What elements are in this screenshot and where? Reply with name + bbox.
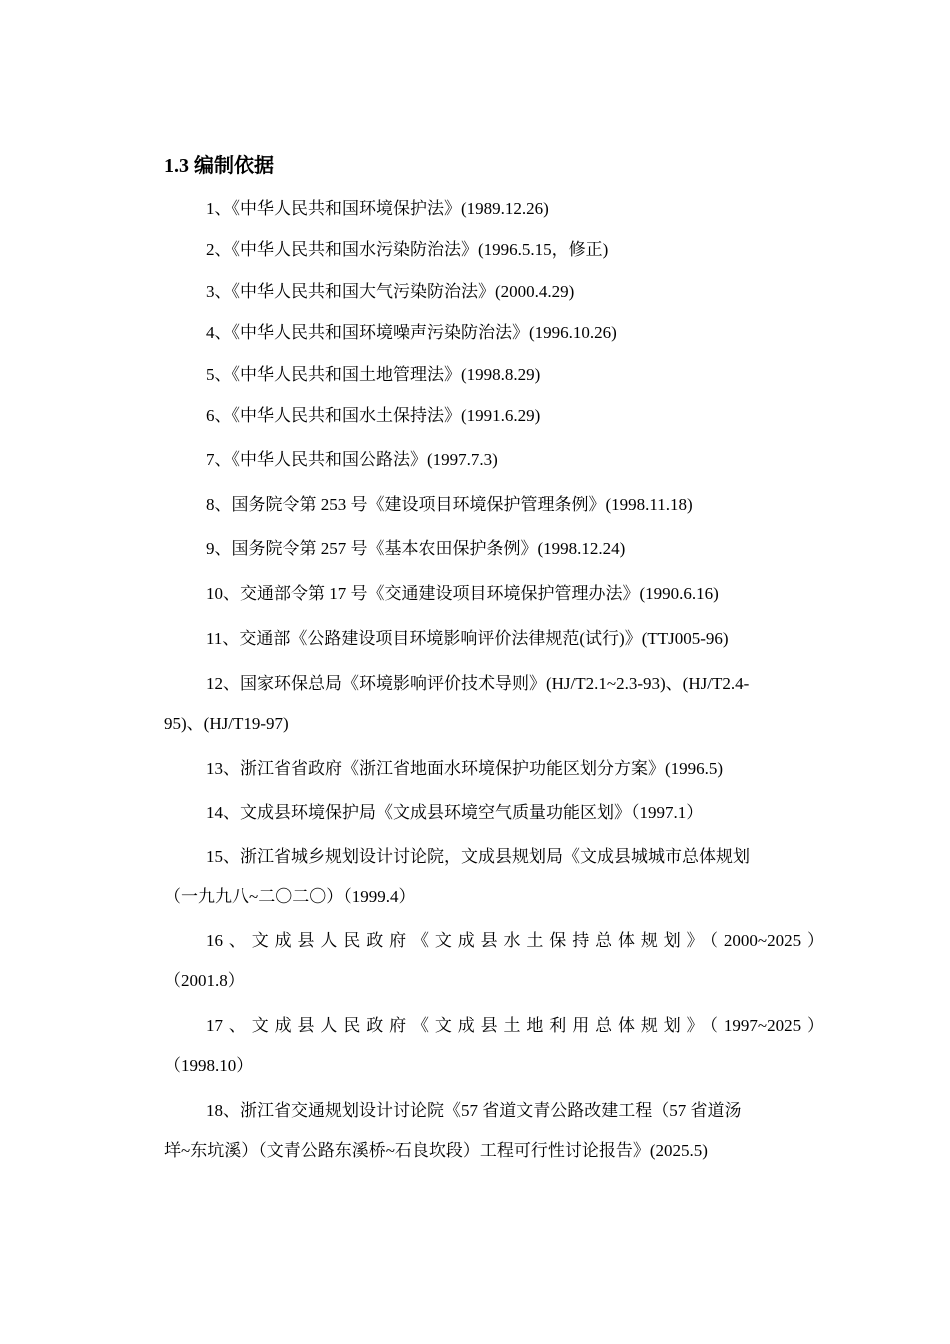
reference-item-16 [164, 920, 824, 1002]
reference-line: 5、《中华人民共和国土地管理法》(1998.8.29) [206, 365, 541, 384]
reference-line: 1、《中华人民共和国环境保护法》(1989.12.26) [206, 199, 549, 218]
reference-item-9 [164, 528, 824, 570]
reference-line: 17、文成县人民政府《文成县土地利用总体规划》（1997~2025） [206, 1016, 824, 1035]
section-heading: 1.3 编制依据 [164, 155, 274, 177]
reference-line: 13、浙江省省政府《浙江省地面水环境保护功能区划分方案》(1996.5) [206, 759, 724, 778]
reference-item-4 [164, 312, 824, 354]
reference-item-13 [164, 748, 824, 790]
reference-line: 11、交通部《公路建设项目环境影响评价法律规范(试行)》(TTJ005-96) [206, 629, 729, 648]
reference-item-10 [164, 573, 824, 615]
reference-item-3 [164, 271, 824, 313]
reference-line-continued: （一九九八~二〇二〇）（1999.4） [164, 887, 416, 906]
reference-line-continued: （1998.10） [164, 1056, 254, 1075]
reference-item-8 [164, 484, 824, 526]
reference-line: 8、国务院令第 253 号《建设项目环境保护管理条例》(1998.11.18) [206, 495, 693, 514]
reference-item-18 [164, 1090, 824, 1172]
reference-item-17 [164, 1005, 824, 1087]
reference-item-1 [164, 188, 824, 230]
reference-line: 15、浙江省城乡规划设计讨论院，文成县规划局《文成县城城市总体规划 [206, 847, 750, 866]
reference-line: 18、浙江省交通规划设计讨论院《57 省道文青公路改建工程（57 省道汤 [206, 1101, 742, 1120]
reference-item-12 [164, 663, 824, 745]
reference-line: 7、《中华人民共和国公路法》(1997.7.3) [206, 450, 498, 469]
reference-line: 14、文成县环境保护局《文成县环境空气质量功能区划》（1997.1） [206, 803, 704, 822]
reference-line: 6、《中华人民共和国水土保持法》(1991.6.29) [206, 406, 541, 425]
reference-line: 2、《中华人民共和国水污染防治法》(1996.5.15，修正) [206, 240, 609, 259]
reference-line-continued: 垟~东坑溪）（文青公路东溪桥~石良坎段）工程可行性讨论报告》(2025.5) [164, 1141, 708, 1160]
reference-item-5 [164, 354, 824, 396]
reference-item-2 [164, 229, 824, 271]
reference-item-7 [164, 439, 824, 481]
reference-line: 12、国家环保总局《环境影响评价技术导则》(HJ/T2.1~2.3-93)、(HJ/T2.4- [206, 674, 750, 693]
reference-item-11 [164, 618, 824, 660]
reference-item-15 [164, 836, 824, 918]
reference-line: 4、《中华人民共和国环境噪声污染防治法》(1996.10.26) [206, 323, 617, 342]
reference-line: 9、国务院令第 257 号《基本农田保护条例》(1998.12.24) [206, 539, 626, 558]
reference-line: 10、交通部令第 17 号《交通建设项目环境保护管理办法》(1990.6.16) [206, 584, 719, 603]
reference-line-continued: 95)、(HJ/T19-97) [164, 714, 289, 733]
reference-item-6 [164, 395, 824, 437]
reference-item-14 [164, 792, 824, 834]
reference-line: 3、《中华人民共和国大气污染防治法》(2000.4.29) [206, 282, 575, 301]
reference-line: 16、文成县人民政府《文成县水土保持总体规划》（2000~2025） [206, 931, 824, 950]
reference-line-continued: （2001.8） [164, 971, 245, 990]
